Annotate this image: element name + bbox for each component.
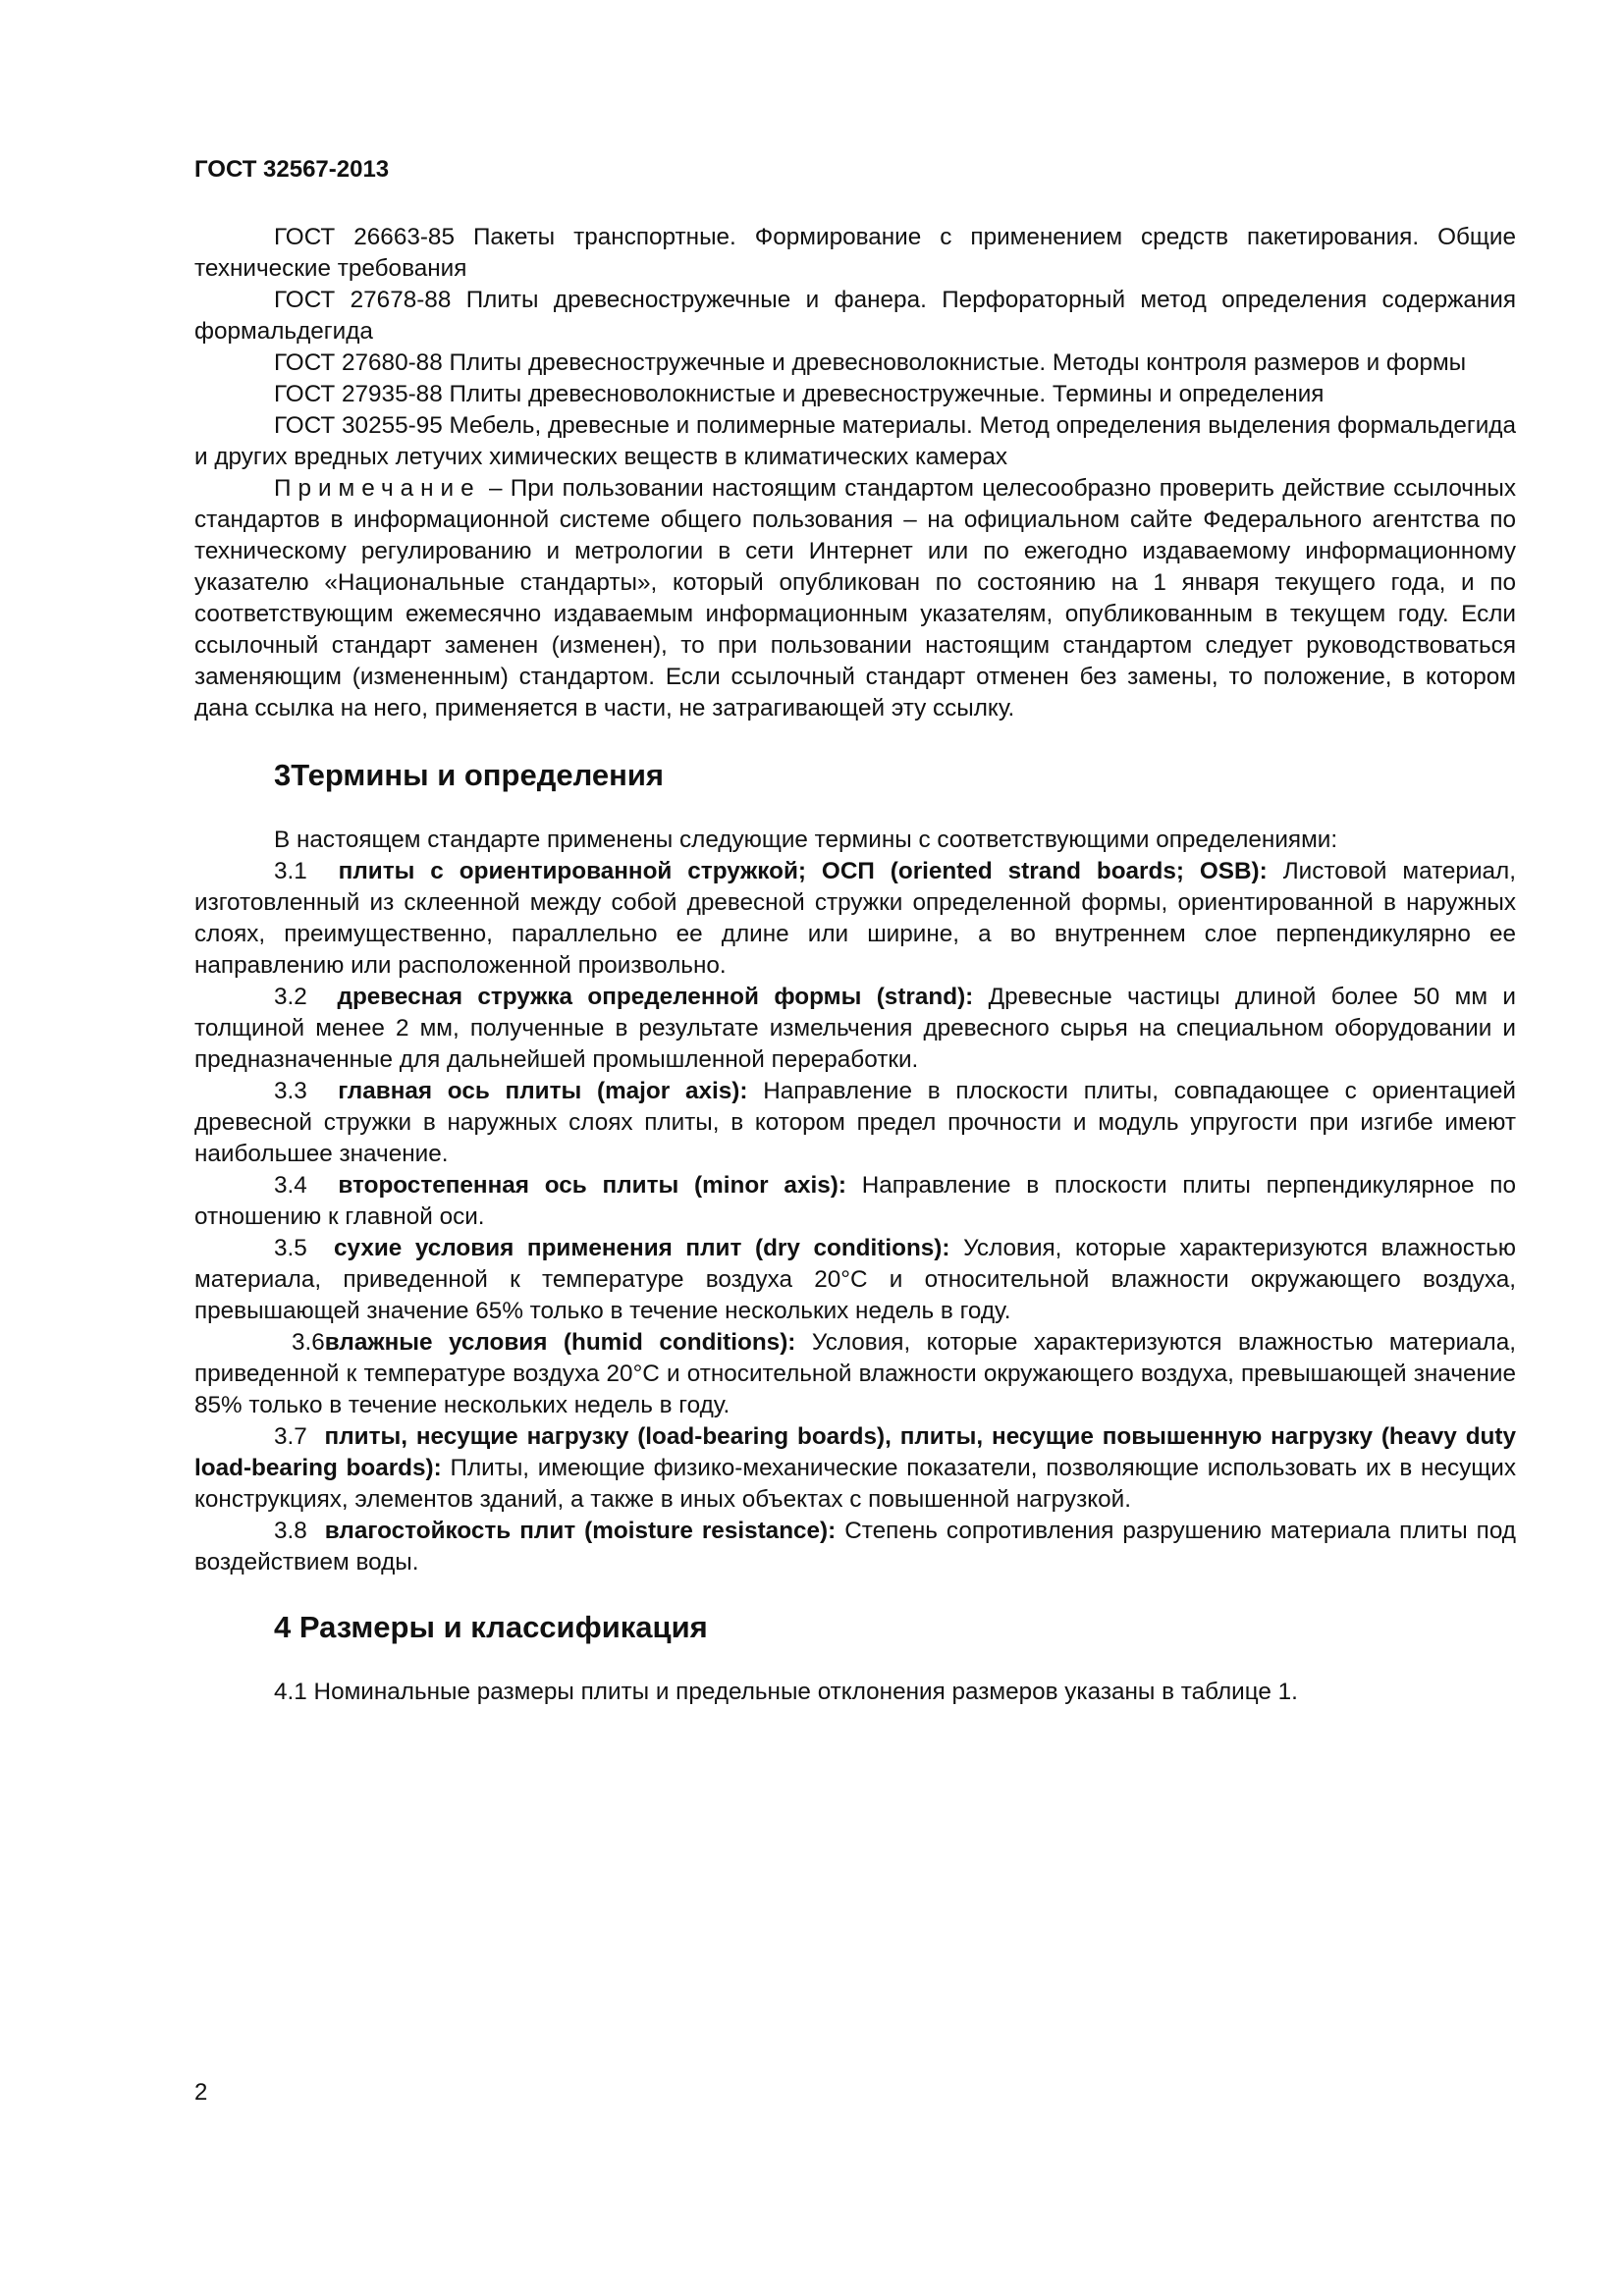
- term-text: Плиты, имеющие физико-механические показатели, позволяющие использовать их в несущих конструкциях, элементов зданий, а также в иных объектах с повышенной нагрузкой.: [194, 1455, 1516, 1513]
- term-number: 3.4: [274, 1172, 307, 1199]
- term-definition: [194, 1170, 1516, 1233]
- term-name: влажные условия (humid conditions):: [324, 1329, 796, 1356]
- term-number: 3.5: [274, 1235, 307, 1261]
- term-text: Степень сопротивления разрушению материала плиты под воздействием воды.: [194, 1518, 1516, 1575]
- term-definition: [194, 1421, 1516, 1516]
- reference-item: ГОСТ 27680-88 Плиты древесностружечные и древесноволокнистые. Методы контроля размеров и формы: [274, 349, 1467, 376]
- term-text: Листовой материал, изготовленный из склеенной между собой древесной стружки определенной формы, ориентированной в наружных слоях, преимущественно, параллельно ее длине или ширине, а во внутреннем слое перпендикулярно ее направлению или расположенной произвольно.: [194, 858, 1516, 979]
- document-page: [194, 0, 1516, 2296]
- term-number: 3.3: [274, 1078, 307, 1104]
- term-name: главная ось плиты (major axis):: [338, 1078, 748, 1104]
- note-paragraph: [194, 473, 1516, 724]
- term-definition: [194, 1516, 1516, 1578]
- section-3-heading: 3Термины и определения: [274, 758, 665, 792]
- term-name: плиты, несущие нагрузку (load-bearing boards), плиты, несущие повышенную нагрузку (heavy duty load-bearing boards):: [194, 1423, 1516, 1481]
- note-label: Примечание: [274, 475, 481, 502]
- term-definition: [194, 982, 1516, 1076]
- section-4-paragraph: 4.1 Номинальные размеры плиты и предельные отклонения размеров указаны в таблице 1.: [274, 1679, 1298, 1705]
- term-number: 3.8: [274, 1518, 307, 1544]
- term-definition: [194, 1076, 1516, 1170]
- reference-item: ГОСТ 26663-85 Пакеты транспортные. Формирование с применением средств пакетирования. Общие технические требования: [194, 224, 1516, 282]
- term-name: сухие условия применения плит (dry conditions):: [334, 1235, 950, 1261]
- term-text: Условия, которые характеризуются влажностью материала, приведенной к температуре воздуха 20°С и относительной влажности окружающего воздуха, превышающей значение 85% только в течение нескольких недель в году.: [194, 1329, 1516, 1418]
- section-3-intro: В настоящем стандарте применены следующие термины с соответствующими определениями:: [274, 827, 1338, 853]
- document-code: ГОСТ 32567-2013: [194, 156, 390, 183]
- term-definition: [194, 1233, 1516, 1327]
- term-definition: [194, 1327, 1516, 1421]
- term-name: плиты с ориентированной стружкой; ОСП (oriented strand boards; OSB):: [338, 858, 1268, 884]
- note-text: – При пользовании настоящим стандартом целесообразно проверить действие ссылочных стандартов в информационной системе общего пользования – на официальном сайте Федерального агентства по техническому регулированию и метрологии в сети Интернет или по ежегодно издаваемому информационному указателю «Национальные стандарты», который опубликован по состоянию на 1 января текущего года, и по соответствующим ежемесячно издаваемым информационным указателям, опубликованным в текущем году. Если ссылочный стандарт заменен (изменен), то при пользовании настоящим стандартом следует руководствоваться заменяющим (измененным) стандартом. Если ссылочный стандарт отменен без замены, то положение, в котором дана ссылка на него, применяется в части, не затрагивающей эту ссылку.: [194, 475, 1516, 721]
- reference-item: ГОСТ 27935-88 Плиты древесноволокнистые и древесностружечные. Термины и определения: [274, 381, 1325, 407]
- term-number: 3.7: [274, 1423, 307, 1450]
- reference-item: ГОСТ 30255-95 Мебель, древесные и полимерные материалы. Метод определения выделения формальдегида и других вредных летучих химических веществ в климатических камерах: [194, 412, 1516, 470]
- term-name: древесная стружка определенной формы (strand):: [337, 984, 974, 1010]
- term-text: Направление в плоскости плиты, совпадающее с ориентацией древесной стружки в наружных слоях плиты, в котором предел прочности и модуль упругости при изгибе имеют наибольшее значение.: [194, 1078, 1516, 1167]
- term-text: Условия, которые характеризуются влажностью материала, приведенной к температуре воздуха 20°С и относительной влажности окружающего воздуха, превышающей значение 65% только в течение нескольких недель в году.: [194, 1235, 1516, 1324]
- term-number: 3.6: [292, 1329, 325, 1356]
- term-text: Направление в плоскости плиты перпендикулярное по отношению к главной оси.: [194, 1172, 1516, 1230]
- page-number: 2: [194, 2079, 208, 2106]
- reference-item: ГОСТ 27678-88 Плиты древесностружечные и фанера. Перфораторный метод определения содержания формальдегида: [194, 287, 1516, 345]
- term-name: влагостойкость плит (moisture resistance):: [324, 1518, 837, 1544]
- term-text: Древесные частицы длиной более 50 мм и толщиной менее 2 мм, полученные в результате измельчения древесного сырья на специальном оборудовании и предназначенные для дальнейшей промышленной переработки.: [194, 984, 1516, 1073]
- term-name: второстепенная ось плиты (minor axis):: [338, 1172, 846, 1199]
- term-number: 3.2: [274, 984, 307, 1010]
- body-text: [194, 222, 1516, 1708]
- section-4-heading: 4 Размеры и классификация: [274, 1610, 708, 1644]
- term-number: 3.1: [274, 858, 307, 884]
- term-definition: [194, 856, 1516, 982]
